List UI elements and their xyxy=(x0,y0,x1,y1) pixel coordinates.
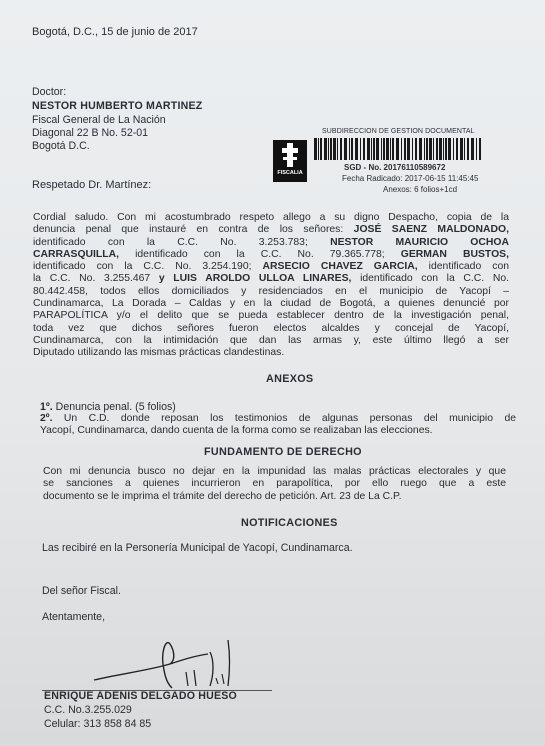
body-line xyxy=(33,261,509,273)
barcode-bar xyxy=(351,138,353,160)
body-text: identificado con xyxy=(417,261,509,273)
barcode-bar xyxy=(320,138,322,160)
barcode-bar xyxy=(376,138,379,160)
signer-phone: Celular: 313 858 84 85 xyxy=(44,718,152,730)
body-line xyxy=(33,335,509,347)
body-line xyxy=(33,286,509,298)
body-bold-text: ARSECIO CHAVEZ GARCIA, xyxy=(262,261,418,273)
body-text: Cundinamarca, La Dorada – Caldas y en la ciudad de Bogotá, a quienes denuncié por xyxy=(33,298,509,310)
anexos-heading: ANEXOS xyxy=(266,373,314,385)
notificaciones-text: Las recibiré en la Personería Municipal de Yacopí, Cundinamarca. xyxy=(42,542,353,554)
barcode-bar xyxy=(330,138,332,160)
barcode-bar xyxy=(443,138,444,160)
body-line xyxy=(33,310,509,322)
closing-atentamente: Atentamente, xyxy=(42,611,106,623)
body-text: denuncia penal que instauré en contra de los señores: xyxy=(33,224,354,236)
barcode-bar xyxy=(448,138,451,160)
anexo-item-2-number: 2º. xyxy=(40,413,53,424)
barcode-bar xyxy=(392,138,394,160)
body-text: toda vez que dichos señores fueron electos alcaldes y concejal de Yacopí, xyxy=(33,322,509,334)
barcode-bar xyxy=(464,138,465,160)
addressee-position: Fiscal General de La Nación xyxy=(32,114,166,126)
anexo-item-2-text: Un C.D. donde reposan los testimonios de algunas personas del municipio de xyxy=(52,413,516,424)
body-line xyxy=(33,212,509,224)
body-line xyxy=(33,347,509,359)
barcode-bar xyxy=(340,138,342,160)
body-text: 80.442.458, todos ellos domiciliados y residenciados en el municipio de Yacopí – xyxy=(33,285,509,297)
barcode-bar xyxy=(471,138,474,160)
barcode-bar xyxy=(381,138,382,160)
barcode-bar xyxy=(396,138,399,160)
barcode-bar xyxy=(318,138,319,160)
radicado-number: SGD - No. 20176110589672 xyxy=(344,163,446,172)
barcode-bar xyxy=(415,138,417,160)
body-text: PARAPOLÍTICA y/o el delito que se pueda establecer dentro de la investigación penal, xyxy=(33,310,509,322)
fundamento-line xyxy=(43,478,506,490)
barcode-bar xyxy=(363,138,365,160)
closing-del-senor: Del señor Fiscal. xyxy=(42,585,121,597)
addressee-name: NESTOR HUMBERTO MARTINEZ xyxy=(32,100,203,112)
body-line xyxy=(33,249,509,261)
fiscalia-emblem-icon xyxy=(282,143,298,167)
body-text: Cordial saludo. Con mi acostumbrado respeto allego a su digno Despacho, copia de la xyxy=(33,212,509,223)
handwritten-signature xyxy=(90,630,250,692)
body-text: identificado con la C.C. No. xyxy=(351,273,510,285)
barcode-bar xyxy=(360,138,361,160)
signer-name: ENRIQUE ADENIS DELGADO HUESO xyxy=(44,690,237,702)
barcode-bar xyxy=(424,138,425,160)
body-bold-text: JOSÉ SAENZ MALDONADO, xyxy=(353,224,509,236)
barcode-bar xyxy=(401,138,402,160)
body-line xyxy=(33,323,509,335)
fundamento-heading: FUNDAMENTO DE DERECHO xyxy=(204,446,362,458)
body-line xyxy=(33,298,509,310)
date-line: Bogotá, D.C., 15 de junio de 2017 xyxy=(32,26,198,38)
barcode-bar xyxy=(407,138,410,160)
barcode-bar xyxy=(328,138,329,160)
body-text: identificado con la C.C. No. 3.253.783; xyxy=(33,236,331,248)
barcode-bar xyxy=(344,138,347,160)
fundamento-text: documento se le imprima el trámite del derecho de petición. Art. 23 de La C.P. xyxy=(43,490,402,502)
body-text: identificado con la C.C. No. 79.365.778; xyxy=(119,248,401,260)
fundamento-line xyxy=(43,491,506,503)
barcode-bar xyxy=(433,138,434,160)
barcode-bar xyxy=(314,138,317,160)
addressee-address: Diagonal 22 B No. 52-01 xyxy=(32,127,149,139)
stamp-header: SUBDIRECCION DE GESTION DOCUMENTAL xyxy=(322,128,475,135)
anexo-item-2 xyxy=(40,413,516,438)
body-bold-text: GERMAN BUSTOS, xyxy=(400,248,509,260)
fecha-radicado: Fecha Radicado: 2017-06-15 11:45:45 xyxy=(342,174,479,183)
body-text: Cundinamarca, con la intimidación que dan las armas y, este último llegó a ser xyxy=(33,334,509,346)
barcode-bar xyxy=(467,138,469,160)
anexo-item-1-number: 1º. xyxy=(40,401,53,413)
barcode-bar xyxy=(349,138,350,160)
radicado-stamp xyxy=(270,128,485,194)
body-bold-text: CARRASQUILLA, xyxy=(33,248,120,260)
barcode-bar xyxy=(324,138,327,160)
greeting: Respetado Dr. Martínez: xyxy=(32,179,152,191)
barcode-bar xyxy=(439,138,442,160)
fundamento-paragraph xyxy=(43,466,506,503)
barcode-bar xyxy=(426,138,428,160)
barcode-bar xyxy=(419,138,422,160)
barcode-bar xyxy=(333,138,336,160)
barcode-bar xyxy=(456,138,458,160)
anexo-item-1-text: Denuncia penal. (5 folios) xyxy=(52,401,176,413)
barcode-bar xyxy=(383,138,385,160)
barcode-bar xyxy=(367,138,370,160)
body-line xyxy=(33,224,509,236)
body-line xyxy=(33,273,509,285)
body-text: Diputado utilizando las mismas prácticas clandestinas. xyxy=(33,347,285,359)
barcode-bar xyxy=(445,138,447,160)
barcode-bar xyxy=(429,138,432,160)
fundamento-line xyxy=(43,466,506,478)
logo-text: FISCALIA xyxy=(277,170,303,176)
barcode xyxy=(314,138,482,160)
barcode-bar xyxy=(390,138,391,160)
barcode-bar xyxy=(460,138,463,160)
anexo-item-2-text: Yacopí, Cundinamarca, dando cuenta de la forma como se realizaban las elecciones. xyxy=(40,425,433,437)
barcode-bar xyxy=(479,138,481,160)
addressee-city: Bogotá D.C. xyxy=(32,140,90,152)
fundamento-text: se sanciones a quienes incurrieron en parapolítica, por ello ruego que a este xyxy=(43,478,506,490)
barcode-bar xyxy=(404,138,406,160)
barcode-bar xyxy=(386,138,389,160)
signer-cc: C.C. No.3.255.029 xyxy=(44,704,132,716)
body-paragraph xyxy=(33,212,509,360)
barcode-bar xyxy=(371,138,372,160)
barcode-bar xyxy=(436,138,438,160)
body-line xyxy=(33,237,509,249)
barcode-bar xyxy=(355,138,358,160)
body-bold-text: y LUIS AROLDO ULLOA LINARES, xyxy=(158,273,352,285)
body-text: la C.C. No. 3.255.467 xyxy=(33,273,159,285)
anexo-item-2-line xyxy=(40,413,516,425)
addressee-title: Doctor: xyxy=(32,86,67,98)
anexo-item-2-line xyxy=(40,425,516,437)
fiscalia-logo xyxy=(273,140,307,182)
fundamento-text: Con mi denuncia busco no dejar en la impunidad las malas prácticas electorales y que xyxy=(43,466,506,477)
body-bold-text: NESTOR MAURICIO OCHOA xyxy=(330,236,509,248)
notificaciones-heading: NOTIFICACIONES xyxy=(241,517,338,529)
barcode-bar xyxy=(337,138,338,160)
barcode-bar xyxy=(476,138,477,160)
barcode-bar xyxy=(412,138,413,160)
stamp-anexos: Anexos: 6 folios+1cd xyxy=(383,185,458,194)
barcode-bar xyxy=(453,138,454,160)
barcode-bar xyxy=(373,138,375,160)
body-text: identificado con la C.C. No. 3.254.190; xyxy=(33,261,263,273)
